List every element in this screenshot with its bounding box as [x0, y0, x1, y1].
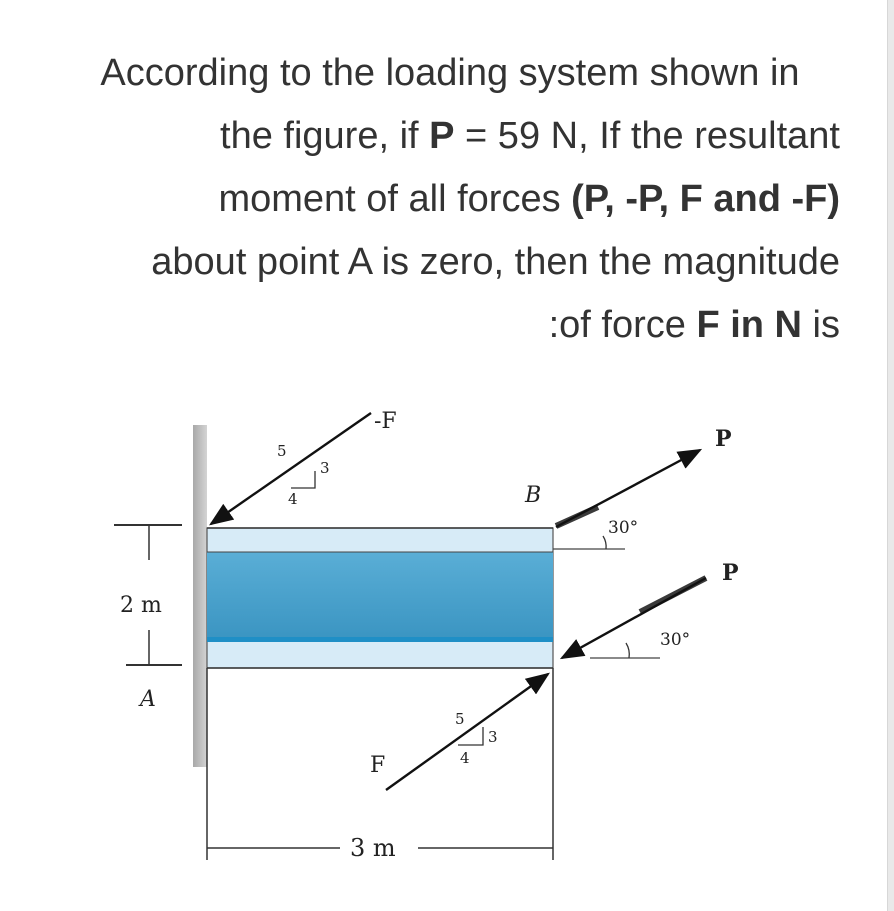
label-angle-top: 30°	[608, 518, 639, 538]
slope-top-horiz: 4	[288, 490, 298, 508]
slope-bottom-hyp: 5	[455, 710, 465, 728]
question-line-4: about point A is zero, then the magnitude	[151, 241, 840, 283]
label-b: B	[525, 483, 542, 508]
force-f	[370, 674, 548, 790]
label-dim-vertical: 2 m	[120, 593, 162, 618]
beam	[207, 528, 553, 668]
slope-bottom-vert: 3	[488, 728, 498, 746]
q2-pre: the figure, if	[220, 115, 430, 157]
slope-bottom-horiz: 4	[460, 749, 470, 767]
wall	[193, 425, 207, 767]
force-neg-f	[211, 409, 397, 524]
force-p-top	[553, 426, 732, 549]
question-line-1: According to the loading system shown in	[100, 52, 800, 94]
q2-bold-p: P	[429, 115, 455, 157]
label-neg-f: -F	[374, 409, 397, 434]
q3-bold: (P, -P, F and -F)	[571, 178, 840, 220]
q3-pre: moment of all forces	[218, 178, 572, 220]
slope-top-vert: 3	[320, 459, 330, 477]
force-p-bottom	[562, 560, 739, 658]
label-p-bottom: P	[722, 560, 739, 586]
q5-post: is	[802, 304, 840, 346]
label-f: F	[370, 753, 386, 778]
label-p-top: P	[715, 426, 732, 452]
q5-pre: :of force	[548, 304, 697, 346]
q5-bold: F in N	[696, 304, 802, 346]
label-dim-horizontal: 3 m	[350, 834, 396, 862]
slope-top-hyp: 5	[277, 442, 287, 460]
dimension-vertical	[114, 525, 182, 712]
label-a: A	[140, 687, 156, 712]
label-angle-bottom: 30°	[660, 630, 691, 650]
q2-post: = 59 N, If the resultant	[454, 115, 840, 157]
